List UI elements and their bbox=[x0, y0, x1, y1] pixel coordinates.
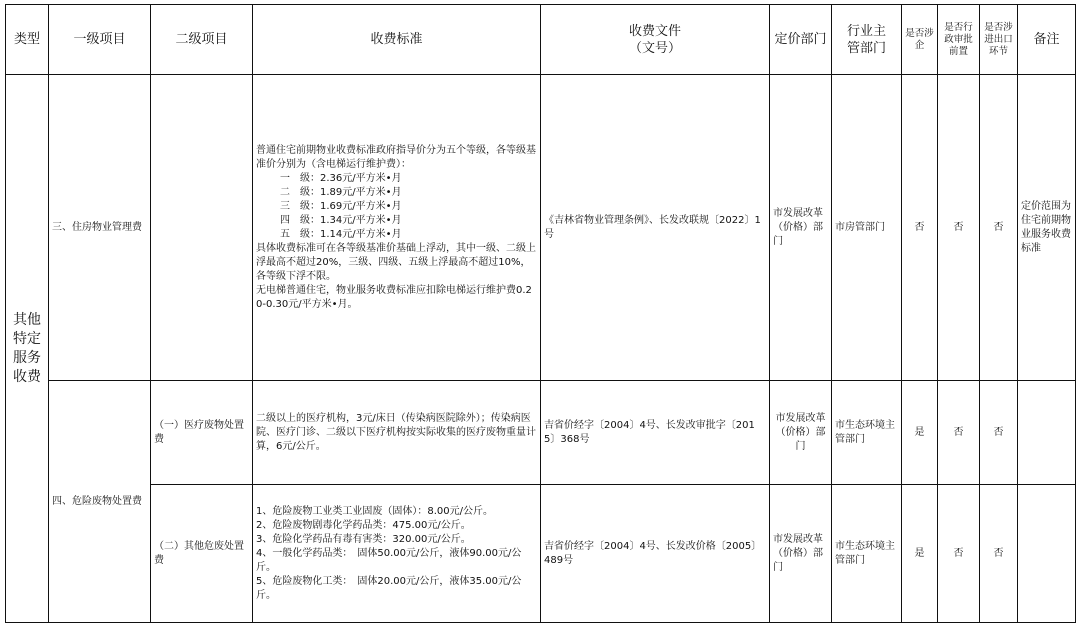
industry-dept-cell: 市生态环境主管部门 bbox=[832, 381, 902, 485]
standard-line: 具体收费标准可在各等级基准价基础上浮动，其中一级、二级上浮最高不超过20%，三级、四级、五级上浮最高不超过10%，各等级下浮不限。 bbox=[256, 242, 536, 282]
standard-line: 一 级：2.36元/平方米•月 bbox=[280, 172, 402, 184]
header-industry-dept bbox=[832, 5, 902, 75]
remark-cell: 定价范围为住宅前期物业服务收费标准 bbox=[1018, 75, 1076, 381]
involve-cell: 否 bbox=[902, 75, 938, 381]
doc-cell: 吉省价经字〔2004〕4号、长发改审批字〔2015〕368号 bbox=[541, 381, 770, 485]
header-type: 类型 bbox=[6, 5, 49, 75]
import-export-cell: 否 bbox=[980, 381, 1018, 485]
standard-line: 二 级：1.89元/平方米•月 bbox=[280, 186, 402, 198]
standard-line: 5、危险废物化工类： 固体20.00元/公斤，液体35.00元/公斤。 bbox=[256, 575, 522, 601]
remark-cell bbox=[1018, 381, 1076, 485]
header-import-export: 是否涉进出口环节 bbox=[980, 5, 1018, 75]
header-admin-approval: 是否行政审批前置 bbox=[938, 5, 980, 75]
standard-cell bbox=[253, 381, 541, 485]
standard-line: 三 级：1.69元/平方米•月 bbox=[280, 200, 402, 212]
level2-cell: （二）其他危废处置费 bbox=[151, 485, 253, 623]
header-level2: 二级项目 bbox=[151, 5, 253, 75]
admin-approval-cell: 否 bbox=[938, 485, 980, 623]
header-doc-line1: 收费文件 bbox=[628, 23, 681, 39]
standard-line: 二级以上的医疗机构，3元/床日（传染病医院除外）；传染病医院、医疗门诊、二级以下医疗机构按实际收集的医疗废物重量计算，6元/公斤。 bbox=[256, 412, 536, 452]
import-export-cell: 否 bbox=[980, 485, 1018, 623]
header-involve: 是否涉企 bbox=[902, 5, 938, 75]
involve-cell: 是 bbox=[902, 381, 938, 485]
standard-cell bbox=[253, 485, 541, 623]
table-row bbox=[6, 381, 1076, 485]
fee-table bbox=[5, 4, 1076, 623]
standard-line: 4、一般化学药品类： 固体50.00元/公斤，液体90.00元/公斤。 bbox=[256, 547, 522, 573]
doc-cell: 吉省价经字〔2004〕4号、长发改价格〔2005〕489号 bbox=[541, 485, 770, 623]
header-doc bbox=[541, 5, 770, 75]
industry-dept-cell: 市生态环境主管部门 bbox=[832, 485, 902, 623]
category-cell: 其他特定服务收费 bbox=[6, 75, 49, 623]
level2-cell bbox=[151, 75, 253, 381]
header-level1: 一级项目 bbox=[49, 5, 151, 75]
table-row bbox=[6, 485, 1076, 623]
level2-cell: （一）医疗废物处置费 bbox=[151, 381, 253, 485]
table-row bbox=[6, 75, 1076, 381]
standard-line: 3、危险化学药品有毒有害类：320.00元/公斤。 bbox=[256, 533, 471, 545]
header-remark: 备注 bbox=[1018, 5, 1076, 75]
standard-cell bbox=[253, 75, 541, 381]
standard-line: 五 级：1.14元/平方米•月 bbox=[280, 228, 402, 240]
industry-dept-cell: 市房管部门 bbox=[832, 75, 902, 381]
standard-line: 普通住宅前期物业收费标准政府指导价分为五个等级，各等级基准价分别为（含电梯运行维护费）： bbox=[256, 144, 536, 170]
admin-approval-cell: 否 bbox=[938, 381, 980, 485]
standard-line: 四 级：1.34元/平方米•月 bbox=[280, 214, 402, 226]
standard-line: 2、危险废物剧毒化学药品类：475.00元/公斤。 bbox=[256, 519, 471, 531]
fee-table-container bbox=[5, 4, 1076, 623]
remark-cell bbox=[1018, 485, 1076, 623]
admin-approval-cell: 否 bbox=[938, 75, 980, 381]
header-doc-line2: （文号） bbox=[628, 40, 681, 56]
doc-cell: 《吉林省物业管理条例》、长发改联规〔2022〕1号 bbox=[541, 75, 770, 381]
level1-cell: 四、危险废物处置费 bbox=[49, 381, 151, 623]
pricing-dept-cell: 市发展改革（价格）部门 bbox=[770, 485, 832, 623]
level1-cell: 三、住房物业管理费 bbox=[49, 75, 151, 381]
pricing-dept-cell: 市发展改革（价格）部门 bbox=[770, 381, 832, 485]
header-row bbox=[6, 5, 1076, 75]
header-industry-line1: 行业主 bbox=[846, 23, 886, 39]
standard-line: 无电梯普通住宅，物业服务收费标准应扣除电梯运行维护费0.20-0.30元/平方米•月。 bbox=[256, 284, 532, 310]
involve-cell: 是 bbox=[902, 485, 938, 623]
header-standard: 收费标准 bbox=[253, 5, 541, 75]
header-industry-line2: 管部门 bbox=[846, 40, 886, 56]
standard-line: 1、危险废物工业类工业固废（固体）：8.00元/公斤。 bbox=[256, 505, 493, 517]
import-export-cell: 否 bbox=[980, 75, 1018, 381]
pricing-dept-cell: 市发展改革（价格）部门 bbox=[770, 75, 832, 381]
header-pricing-dept: 定价部门 bbox=[770, 5, 832, 75]
